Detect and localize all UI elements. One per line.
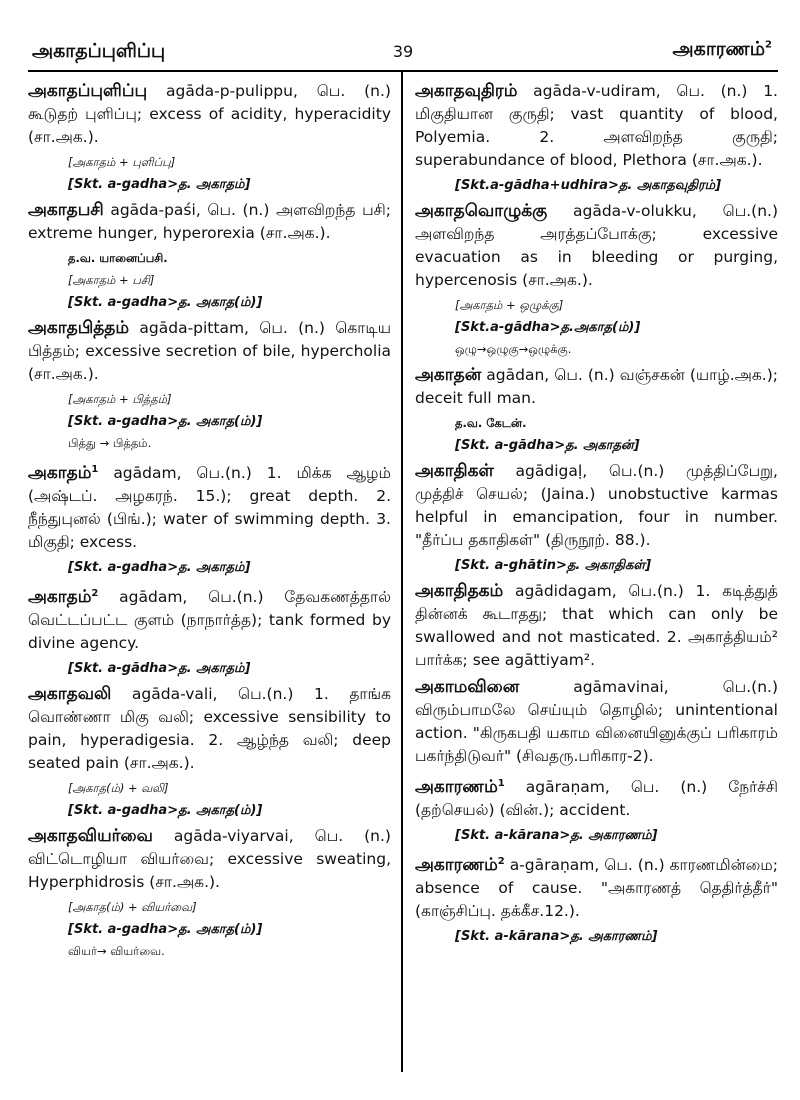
running-head-right-text: அகாரணம்	[672, 38, 766, 60]
entry-definition: agādan, பெ. (n.) வஞ்சகன் (யாழ்.அக.); deceit full man.	[415, 366, 778, 407]
entry-block	[28, 199, 391, 311]
dictionary-entry	[28, 458, 391, 554]
etymology: [Skt. a-gadha>த. அகாத(ம்)]	[68, 803, 263, 819]
headword: அகாரணம்	[415, 855, 498, 876]
headword: அகாதம்	[28, 587, 92, 608]
entry-definition: agāraṇam, பெ. (n.) நேர்ச்சி (தற்செயல்) (வின்.); accident.	[415, 778, 778, 820]
etymology: [Skt. a-gādha>த. அகாதம்]	[68, 661, 251, 677]
entry-definition: agāmavinai, பெ.(n.) விரும்பாமலே செய்யும் தொழில்; unintentional action. "கிருகபதி யகாம வினையினுக்குப் பரிகாரம் பகர்ந்திடுவர்" (சிவதரு.பரிகார-2).	[415, 678, 778, 765]
entry-note: [அகாதம் + பசி]	[68, 273, 155, 287]
entry-block	[28, 80, 391, 193]
headword: அகாதவொழுக்கு	[415, 201, 548, 221]
headword: அகாதன்	[415, 365, 482, 385]
right-column	[403, 72, 778, 1072]
etymology: [Skt. a-gadha>த. அகாத(ம்)]	[68, 295, 263, 310]
headword: அகாரணம்	[415, 777, 498, 798]
dictionary-entry	[28, 683, 391, 775]
running-head-right-sup: 2	[765, 39, 772, 51]
dictionary-entry	[28, 825, 391, 894]
dictionary-entry	[415, 580, 778, 672]
derivation: வியர்→ வியர்வை.	[68, 944, 165, 959]
derivation: பித்து → பித்தம்.	[68, 436, 152, 450]
dictionary-entry	[415, 772, 778, 822]
entry-block	[415, 772, 778, 844]
dictionary-entry	[28, 317, 391, 386]
headword: அகாதவியர்வை	[28, 826, 153, 847]
header-rule	[28, 70, 778, 72]
dictionary-entry	[415, 676, 778, 768]
entry-note: [அகாதம் + புளிப்பு]	[68, 155, 176, 169]
columns	[28, 72, 778, 1072]
headword: அகாமவினை	[415, 677, 520, 697]
etymology: [Skt. a-gadha>த. அகாத(ம்)]	[68, 922, 263, 938]
entry-note: த.வ. யானைப்பசி.	[68, 251, 168, 265]
dictionary-entry	[415, 364, 778, 410]
entry-note: [அகாத(ம்) + வலி]	[68, 781, 169, 796]
entry-block	[415, 850, 778, 945]
dictionary-entry	[28, 80, 391, 149]
entry-definition: agāda-paśi, பெ. (n.) அளவிறந்த பசி; extreme hunger, hyperorexia (சா.அக.).	[28, 201, 391, 242]
entry-note: [அகாதம் + ஒழுக்கு]	[455, 298, 564, 312]
etymology: [Skt. a-gadha>த. அகாத(ம்)]	[68, 414, 263, 429]
entry-block	[415, 676, 778, 768]
entry-definition: agāda-vali, பெ.(n.) 1. தாங்க வொண்ணா மிகு வலி; excessive sensibility to pain, hyperadigesia. 2. ஆழ்ந்த வலி; deep seated pain (சா.அக.).	[28, 685, 391, 773]
entry-definition: agāda-p-pulippu, பெ. (n.) கூடுதற் புளிப்பு; excess of acidity, hyperacidity (சா.அக.).	[28, 82, 391, 146]
headword: அகாதப்புளிப்பு	[28, 81, 148, 101]
page-number: 39	[392, 42, 414, 61]
etymology: [Skt. a-gādha>த. அகாதன்]	[455, 438, 640, 453]
entry-block	[415, 200, 778, 358]
entry-definition: agādidagam, பெ.(n.) 1. கடித்துத் தின்னக் கூடாதது; that which can only be swallowed and not masticated. 2. அகாத்தியம்² பார்க்க; see agāttiyam².	[415, 582, 778, 669]
entry-definition: agādam, பெ.(n.) தேவகணத்தால் வெட்டப்பட்ட குளம் (நாநார்த்த); tank formed by divine agency.	[28, 588, 391, 653]
etymology: [Skt. a-ghātin>த. அகாதிகள்]	[455, 558, 652, 573]
entry-note: [அகாத(ம்) + வியர்வை]	[68, 900, 197, 915]
headword-superscript: 1	[91, 464, 99, 475]
etymology: [Skt. a-kārana>த. அகாரணம்]	[455, 828, 658, 844]
headword-superscript: 2	[91, 588, 99, 600]
page-header	[28, 28, 778, 72]
dictionary-entry	[415, 200, 778, 292]
headword: அகாதவலி	[28, 684, 112, 705]
entry-block	[28, 683, 391, 819]
entry-definition: agādigaḷ, பெ.(n.) முத்திப்பேறு, முத்திச் செயல்; (Jaina.) unobstuctive karmas helpful in emancipation, four in number. "தீர்ப்ப தகாதிகள்" (திருநூற். 88.).	[415, 462, 778, 549]
entry-block	[415, 364, 778, 454]
entry-block	[28, 825, 391, 960]
headword: அகாதபசி	[28, 200, 104, 220]
etymology: [Skt. a-kārana>த. அகாரணம்]	[455, 929, 658, 945]
etymology: [Skt.a-gādha+udhira>த. அகாதவுதிரம்]	[455, 178, 722, 193]
headword: அகாதபித்தம்	[28, 318, 130, 338]
dictionary-entry	[415, 80, 778, 172]
etymology: [Skt. a-gadha>த. அகாதம்]	[68, 177, 251, 192]
dictionary-entry	[28, 582, 391, 655]
entry-definition: agāda-v-udiram, பெ. (n.) 1. மிகுதியான குருதி; vast quantity of blood, Polyemia. 2. அளவிறந்த குருதி; superabundance of blood, Plethora (சா.அக.).	[415, 82, 778, 169]
entry-block	[415, 80, 778, 194]
headword: அகாதம்	[28, 463, 92, 484]
entry-definition: a-gāraṇam, பெ. (n.) காரணமின்மை; absence of cause. "அகாரணத் தெதிர்த்தீர்" (காஞ்சிப்பு. தக்கீச.12.).	[415, 856, 778, 921]
entry-block	[415, 460, 778, 574]
entry-definition: agādam, பெ.(n.) 1. மிக்க ஆழம் (அஷ்டப். அழகரந். 15.); great depth. 2. நீந்துபுனல் (பிங்.); water of swimming depth. 3. மிகுதி; excess.	[28, 464, 391, 552]
headword: அகாதிதகம்	[415, 581, 504, 601]
running-head-right	[673, 38, 772, 63]
dictionary-entry	[415, 850, 778, 923]
left-column	[28, 72, 401, 1072]
running-head-left: அகாதப்புளிப்பு	[32, 40, 166, 62]
entry-definition: agāda-viyarvai, பெ. (n.) விட்டொழியா வியர்வை; excessive sweating, Hyperphidrosis (சா.அக.).	[28, 827, 391, 892]
dictionary-entry	[28, 199, 391, 245]
headword: அகாதிகள்	[415, 461, 494, 481]
etymology: [Skt.a-gādha>த.அகாத(ம்)]	[455, 320, 641, 335]
entry-note: த.வ. கேடன்.	[455, 416, 527, 430]
entry-definition: agāda-pittam, பெ. (n.) கொடிய பித்தம்; excessive secretion of bile, hypercholia (சா.அக.).	[28, 319, 391, 383]
derivation: ஒழு→ஒழுகு→ஒழுக்கு.	[455, 342, 572, 356]
entry-block	[28, 317, 391, 452]
headword-superscript: 2	[497, 856, 505, 868]
entry-definition: agāda-v-olukku, பெ.(n.) அளவிறந்த அரத்தப்போக்கு; excessive evacuation as in bleeding or purging, hypercenosis (சா.அக.).	[415, 202, 778, 289]
entry-block	[28, 582, 391, 677]
dictionary-entry	[415, 460, 778, 552]
headword-superscript: 1	[497, 778, 505, 789]
entry-note: [அகாதம் + பித்தம்]	[68, 392, 172, 406]
entry-block	[415, 580, 778, 672]
etymology: [Skt. a-gadha>த. அகாதம்]	[68, 560, 251, 576]
headword: அகாதவுதிரம்	[415, 81, 518, 101]
entry-block	[28, 458, 391, 576]
